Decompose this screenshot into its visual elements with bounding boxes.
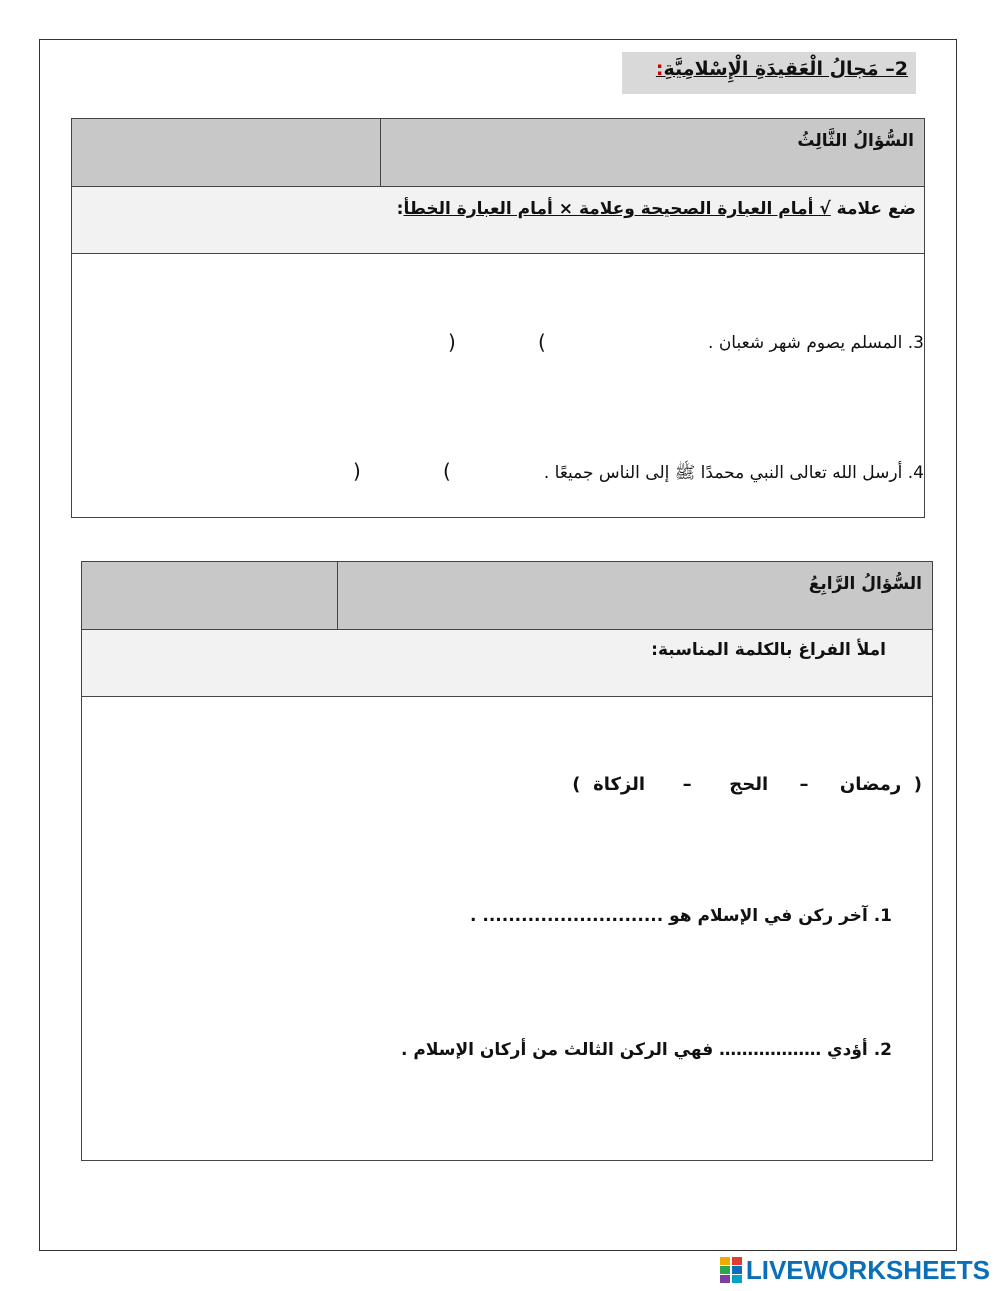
question-4-score-cell [82, 562, 338, 629]
question-3-header [72, 119, 924, 187]
q3-item-4-answer-close[interactable]: ) [353, 459, 361, 483]
q3-item-4-text: أرسل الله تعالى النبي محمدًا ﷺ إلى الناس جميعًا . [543, 463, 903, 483]
question-4-label: السُّؤالُ الرَّابِعُ [808, 574, 922, 594]
q4-item-2-text[interactable]: أؤدي ……………… فهي الركن الثالث من أركان الإسلام . [401, 1040, 868, 1060]
q4-item-1[interactable] [470, 906, 892, 926]
q3-item-3-text: المسلم يصوم شهر شعبان . [708, 333, 903, 353]
q4-item-2-number: 2. [873, 1040, 892, 1060]
instruction-prefix: ضع علامة [836, 199, 916, 219]
instruction-underlined: √ أمام العبارة الصحيحة وعلامة × أمام العبارة الخطأ [403, 199, 831, 219]
q4-item-1-text[interactable]: آخر ركن في الإسلام هو ............................ . [470, 906, 868, 926]
question-3-label: السُّؤالُ الثَّالِثُ [797, 131, 914, 151]
q3-item-4-number: 4. [907, 463, 924, 483]
word-bank-open: ( [913, 774, 922, 795]
q3-item-3-number: 3. [907, 333, 924, 353]
question-3-instruction [397, 199, 916, 219]
q3-item-4 [544, 462, 924, 487]
word-bank-word-2: الحج [729, 774, 769, 795]
q3-item-3 [708, 333, 924, 353]
q4-item-2[interactable] [401, 1040, 892, 1060]
question-4-header [82, 562, 932, 630]
liveworksheets-brand [720, 1253, 990, 1287]
word-bank-separator-1: – [799, 774, 809, 795]
section-number: 2 [894, 58, 908, 80]
q4-item-1-number: 1. [873, 906, 892, 926]
q3-item-3-answer-close[interactable]: ) [448, 330, 456, 354]
word-bank [572, 774, 922, 795]
word-bank-close: ) [572, 774, 581, 795]
brand-text: LIVEWORKSHEETS [745, 1254, 990, 1285]
word-bank-word-1: رمضان [839, 774, 902, 795]
section-title [622, 52, 916, 94]
q3-item-4-answer-open[interactable]: ( [443, 459, 451, 483]
question-4-instruction: املأ الفراغ بالكلمة المناسبة: [651, 640, 886, 660]
section-title-text: – مَجالُ الْعَقيدَةِ الْإِسْلامِيَّةِ [663, 58, 895, 80]
question-3-instruction-row [72, 187, 924, 254]
liveworksheets-logo-icon [720, 1257, 742, 1283]
word-bank-separator-2: – [682, 774, 692, 795]
section-title-colon: : [655, 58, 664, 80]
q3-item-3-answer-open[interactable]: ( [538, 330, 546, 354]
question-3-table [71, 118, 925, 518]
question-3-score-cell [72, 119, 381, 186]
question-4-table [81, 561, 933, 1161]
word-bank-word-3: الزكاة [593, 774, 646, 795]
instruction-suffix: : [396, 199, 404, 219]
question-4-instruction-row [82, 630, 932, 697]
